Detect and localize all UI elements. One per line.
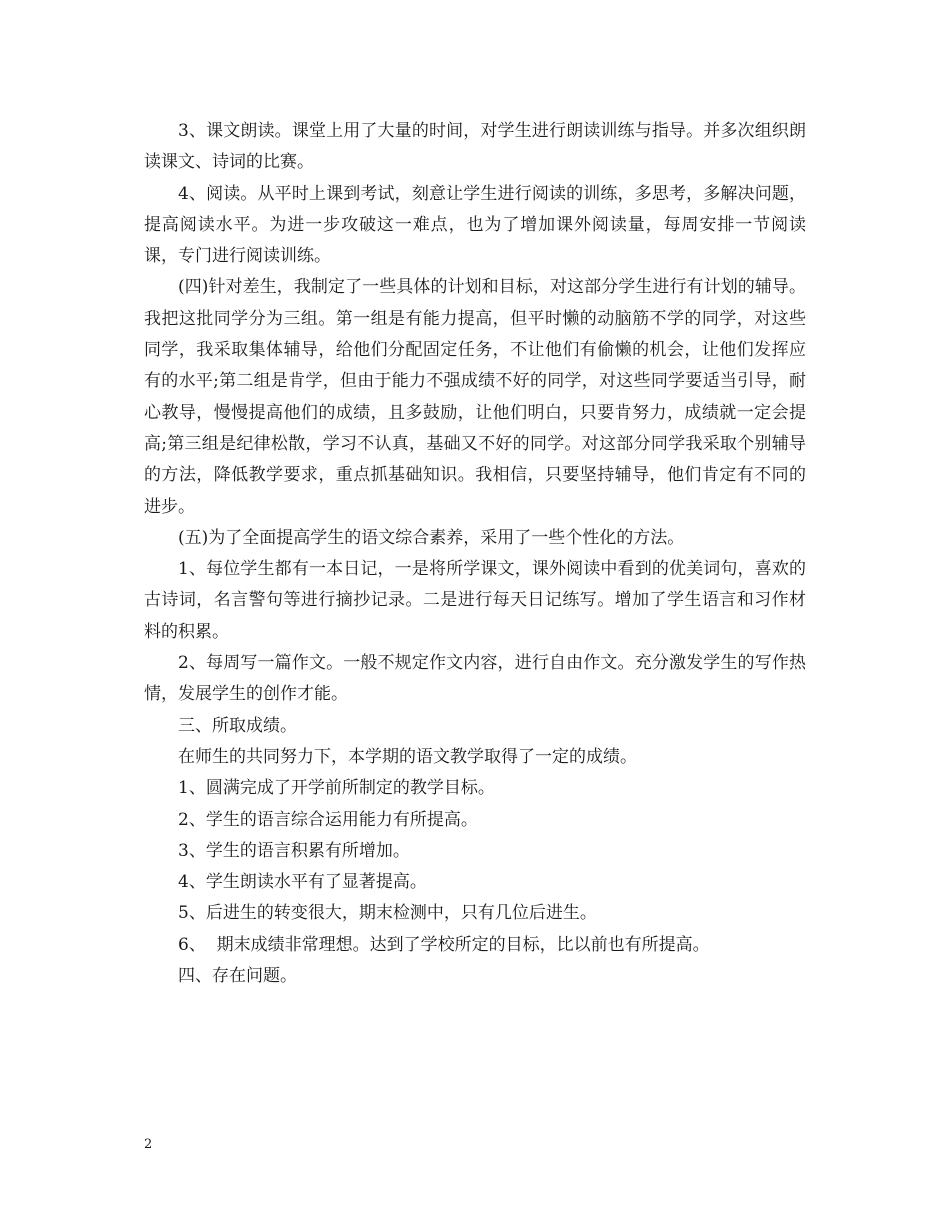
- paragraph-reading-aloud: 3、课文朗读。课堂上用了大量的时间，对学生进行朗读训练与指导。并多次组织朗读课文、诗词的比赛。: [144, 121, 806, 173]
- document-page: [144, 116, 806, 992]
- page-number: 2: [144, 1137, 153, 1152]
- paragraph-diary: 1、每位学生都有一本日记，一是将所学课文，课外阅读中看到的优美词句，喜欢的古诗词，名言警句等进行摘抄记录。二是进行每天日记练写。增加了学生语言和习作材料的积累。: [144, 559, 806, 642]
- list-item-achievement-2: 2、学生的语言综合运用能力有所提高。: [178, 809, 478, 830]
- paragraph-achievements-intro: 在师生的共同努力下，本学期的语文教学取得了一定的成绩。: [178, 746, 637, 767]
- list-item-achievement-6: 6、 期末成绩非常理想。达到了学校所定的目标，比以前也有所提高。: [178, 934, 710, 955]
- list-item-achievement-3: 3、学生的语言积累有所增加。: [178, 840, 410, 861]
- paragraph-reading: 4、阅读。从平时上课到考试，刻意让学生进行阅读的训练，多思考，多解决问题，提高阅读水平。为进一步攻破这一难点，也为了增加课外阅读量，每周安排一节阅读课，专门进行阅读训练。: [144, 183, 806, 267]
- heading-problems: 四、存在问题。: [178, 966, 297, 987]
- heading-achievements: 三、所取成绩。: [178, 715, 297, 736]
- list-item-achievement-5: 5、后进生的转变很大，期末检测中，只有几位后进生。: [178, 903, 597, 924]
- paragraph-weak-students: (四)针对差生，我制定了一些具体的计划和目标，对这部分学生进行有计划的辅导。我把这批同学分为三组。第一组是有能力提高，但平时懒的动脑筋不学的同学，对这些同学，我采取集体辅导，给他们分配固定任务，不让他们有偷懒的机会，让他们发挥应有的水平;第二组是肯学，但由于能力不强成绩不好的同学，对这些同学要适当引导，耐心教导，慢慢提高他们的成绩，且多鼓励，让他们明白，只要肯努力，成绩就一定会提高;第三组是纪律松散，学习不认真，基础又不好的同学。对这部分同学我采取个别辅导的方法，降低教学要求，重点抓基础知识。我相信，只要坚持辅导，他们肯定有不同的进步。: [144, 277, 806, 517]
- list-item-achievement-1: 1、圆满完成了开学前所制定的教学目标。: [178, 778, 495, 799]
- paragraph-literacy-methods: (五)为了全面提高学生的语文综合素养，采用了一些个性化的方法。: [178, 527, 685, 548]
- paragraph-weekly-essay: 2、每周写一篇作文。一般不规定作文内容，进行自由作文。充分激发学生的写作热情，发展学生的创作才能。: [144, 653, 806, 705]
- list-item-achievement-4: 4、学生朗读水平有了显著提高。: [178, 872, 427, 893]
